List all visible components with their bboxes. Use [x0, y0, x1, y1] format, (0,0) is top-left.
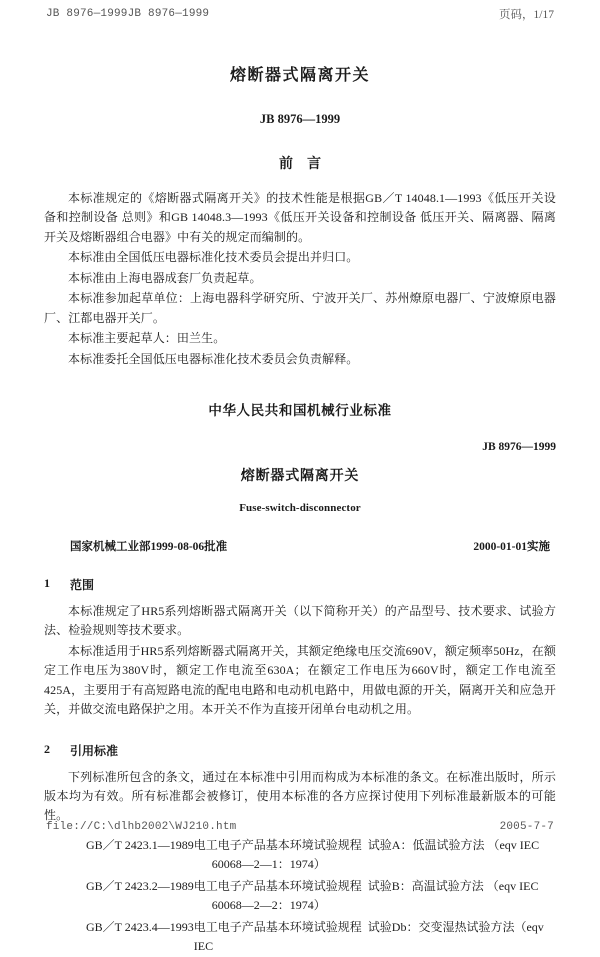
footer-file-path: file://C:\dlhb2002\WJ210.htm	[46, 821, 237, 833]
reference-code: GB／T 2423.4—1993	[86, 919, 194, 934]
foreword-body	[44, 189, 556, 369]
foreword-paragraph: 本标准委托全国低压电器标准化技术委员会负责解释。	[68, 351, 359, 366]
document-standard-number: JB 8976—1999	[259, 112, 341, 126]
clause-title: 范围	[70, 577, 95, 592]
reference-item	[44, 918, 556, 957]
clause-body-normative-references	[44, 768, 556, 826]
foreword-paragraph: 本标准参加起草单位：上海电器科学研究所、宁波开关厂、苏州燎原电器厂、宁波燎原电器厂、江都电器开关厂。	[44, 291, 556, 325]
print-page-footer	[0, 819, 600, 835]
issuing-organization: 中华人民共和国机械行业标准	[208, 402, 392, 418]
reference-continuation: 60068—2—1：1974）	[211, 857, 326, 872]
normative-reference-list	[44, 836, 556, 957]
approval-row	[44, 538, 556, 554]
clause-number: 1	[44, 575, 50, 590]
clause-paragraph: 本标准规定了HR5系列熔断器式隔离开关（以下简称开关）的产品型号、技术要求、试验方法、检验规则等技术要求。	[44, 603, 556, 638]
reference-description-text: 电工电子产品基本环境试验规程 试验Db：交变湿热试验方法（eqv IEC	[193, 919, 547, 954]
foreword-heading: 前 言	[279, 157, 321, 172]
reference-item	[44, 877, 556, 916]
clause-paragraph: 本标准适用于HR5系列熔断器式隔离开关，其额定绝缘电压交流690V，额定频率50Hz，在额定工作电压为380V时，额定工作电流至630A；在额定工作电压为660V时，额定工作电流至425A，主要用于有高短路电流的配电电路和电动机电路中，用做电源的开关，隔离开关和应急开关，并做交流电路保护之用。本开关不作为直接开闭单台电动机之用。	[44, 643, 556, 717]
standard-number-label: JB 8976—1999	[482, 440, 556, 453]
reference-description	[194, 836, 556, 875]
approval-authority-date: 国家机械工业部1999-08-06批准	[70, 540, 228, 553]
footer-print-date: 2005-7-7	[499, 821, 554, 833]
document-title: 熔断器式隔离开关	[229, 67, 370, 84]
foreword-paragraph: 本标准主要起草人：田兰生。	[68, 331, 226, 346]
reference-code: GB／T 2423.2—1989	[86, 878, 194, 893]
clause-body-scope	[44, 602, 556, 720]
reference-description	[194, 918, 556, 957]
reference-item	[44, 836, 556, 875]
standard-name-english: Fuse-switch-disconnector	[239, 501, 361, 514]
implementation-date: 2000-01-01实施	[473, 540, 550, 553]
header-standard-number: JB 8976—1999JB 8976—1999	[46, 8, 210, 20]
reference-description	[194, 877, 556, 916]
reference-description-text: 电工电子产品基本环境试验规程 试验B：高温试验方法 （eqv IEC	[193, 878, 539, 893]
clause-heading-normative-references	[44, 742, 556, 759]
clause-title: 引用标准	[70, 743, 119, 758]
header-page-number: 页码，1/17	[499, 9, 554, 21]
reference-continuation: 60068—2—2：1974）	[211, 898, 326, 913]
clause-paragraph: 下列标准所包含的条文，通过在本标准中引用而构成为本标准的条文。在标准出版时，所示版本均为有效。所有标准都会被修订，使用本标准的各方应探讨使用下列标准最新版本的可能性。	[44, 769, 556, 823]
print-page-header	[0, 6, 600, 22]
foreword-paragraph: 本标准由全国低压电器标准化技术委员会提出并归口。	[68, 250, 359, 265]
foreword-paragraph: 本标准规定的《熔断器式隔离开关》的技术性能是根据GB／T 14048.1—1993《低压开关设备和控制设备 总则》和GB 14048.3—1993《低压开关设备和控制设备 低压开关、隔离器、隔离开关及熔断器组合电器》中有关的规定而编制的。	[44, 191, 556, 244]
clause-heading-scope	[44, 576, 556, 593]
reference-code: GB／T 2423.1—1989	[86, 837, 194, 852]
clause-number: 2	[44, 741, 50, 756]
foreword-paragraph: 本标准由上海电器成套厂负责起草。	[68, 270, 262, 285]
reference-description-text: 电工电子产品基本环境试验规程 试验A：低温试验方法 （eqv IEC	[193, 837, 540, 852]
standard-name-chinese: 熔断器式隔离开关	[240, 468, 360, 484]
